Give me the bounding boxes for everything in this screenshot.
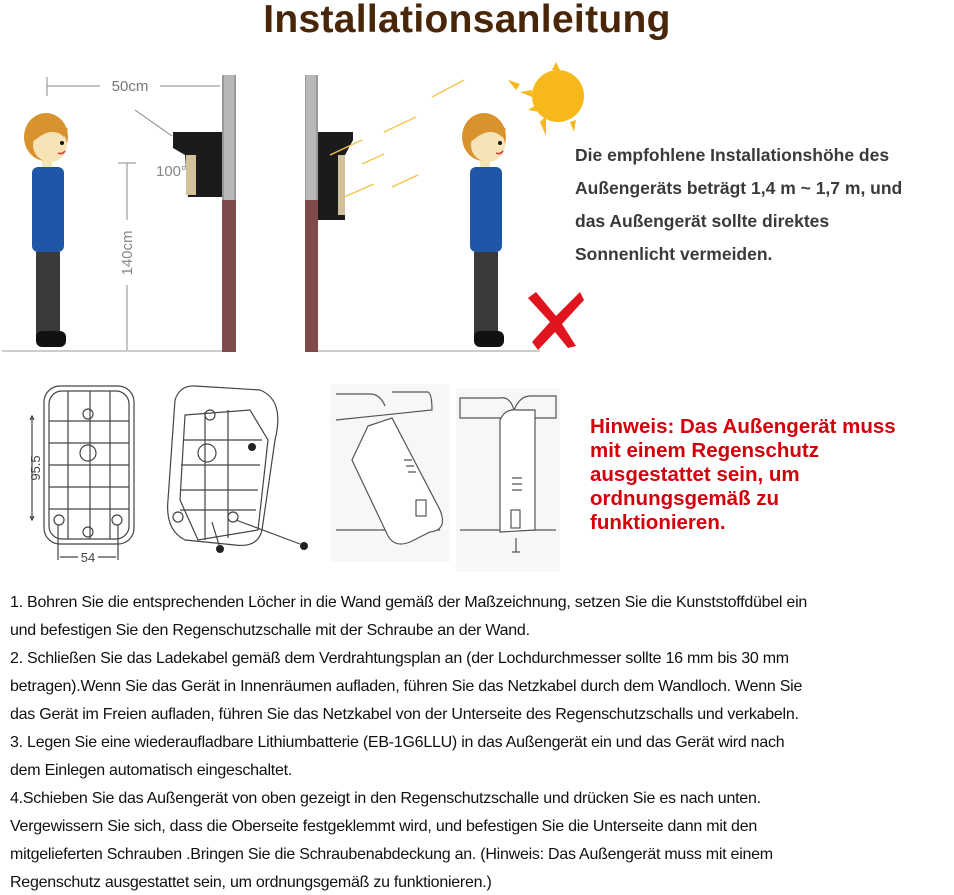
angle-label: 100° (156, 163, 188, 180)
instruction-line: das Gerät im Freien aufladen, führen Sie das Netzkabel von der Unterseite des Regenschutzschalls und verkabeln. (10, 706, 799, 723)
height-tip-line: das Außengerät sollte direktes (575, 211, 830, 231)
height-label: 140cm (119, 230, 136, 276)
width-dimension-label: 54 (80, 550, 96, 565)
page-title: Installationsanleitung (263, 0, 671, 41)
scene-recommended-height (2, 75, 236, 352)
scene-avoid-sunlight (305, 62, 584, 352)
instruction-line: 3. Legen Sie eine wiederaufladbare Lithiumbatterie (EB-1G6LLU) in das Außengerät ein und das Gerät wird nach (10, 734, 785, 751)
cross-mark-icon (528, 292, 584, 350)
back-plate-screws-drawing (168, 386, 308, 553)
instruction-line: Regenschutz ausgestattet sein, um ordnungsgemäß zu funktionieren.) (10, 874, 492, 891)
height-tip-line: Außengeräts beträgt 1,4 m ~ 1,7 m, und (575, 178, 903, 198)
mounting-drawings (0, 380, 580, 580)
instruction-line: 1. Bohren Sie die entsprechenden Löcher in die Wand gemäß der Maßzeichnung, setzen Sie die Kunststoffdübel ein (10, 594, 808, 611)
rain-cover-hint-line: ordnungsgemäß zu (590, 487, 780, 510)
distance-label: 50cm (111, 78, 149, 95)
height-tip-line: Die empfohlene Installationshöhe des (575, 145, 890, 165)
back-plate-dimension-drawing (28, 386, 134, 565)
instruction-line: 2. Schließen Sie das Ladekabel gemäß dem Verdrahtungsplan an (der Lochdurchmesser sollte 16 mm bis 30 mm (10, 650, 789, 667)
device-insert-drawing (330, 384, 450, 562)
rain-cover-hint-line: mit einem Regenschutz (590, 439, 819, 462)
instruction-line: mitgelieferten Schrauben .Bringen Sie die Schraubenabdeckung an. (Hinweis: Das Außengerät muss mit einem (10, 846, 773, 863)
rain-cover-hint-line: ausgestattet sein, um (590, 463, 800, 486)
rain-cover-hint-line: funktionieren. (590, 511, 726, 534)
sun-icon (508, 62, 584, 136)
rain-cover-hint-line: Hinweis: Das Außengerät muss (590, 415, 896, 438)
height-tip-line: Sonnenlicht vermeiden. (575, 244, 773, 264)
instruction-line: 4.Schieben Sie das Außengerät von oben gezeigt in den Regenschutzschalle und drücken Sie es nach unten. (10, 790, 761, 807)
height-dimension-label: 95.5 (28, 455, 43, 481)
instruction-line: Vergewissern Sie sich, dass die Oberseite festgeklemmt wird, und befestigen Sie die Unterseite dann mit den (10, 818, 757, 835)
instruction-line: und befestigen Sie den Regenschutzschalle mit der Schraube an der Wand. (10, 622, 530, 639)
instruction-line: dem Einlegen automatisch eingeschaltet. (10, 762, 292, 779)
installation-height-illustration (0, 60, 600, 360)
instruction-line: betragen).Wenn Sie das Gerät in Innenräumen aufladen, führen Sie das Netzkabel durch dem Wandloch. Wenn Sie (10, 678, 803, 695)
device-mounted-drawing (456, 388, 560, 572)
